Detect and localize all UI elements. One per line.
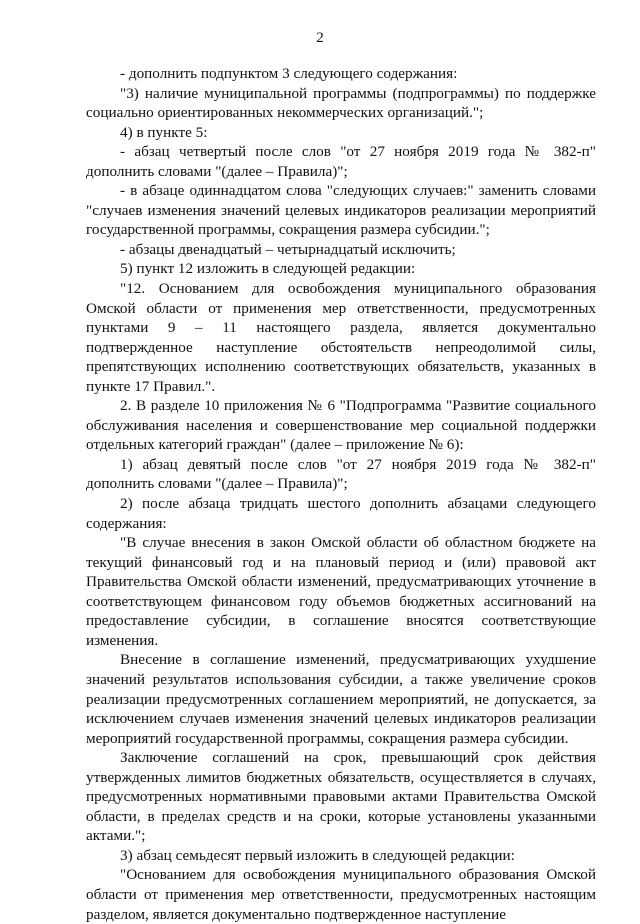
paragraph: - абзац четвертый после слов "от 27 ноября 2019 года № 382-п" дополнить словами "(далее – Правила)"; (86, 143, 596, 180)
paragraph: - дополнить подпунктом 3 следующего содержания: (120, 65, 458, 82)
paragraph: - абзацы двенадцатый – четырнадцатый исключить; (120, 240, 456, 258)
paragraph: Заключение соглашений на срок, превышающий срок действия утвержденных лимитов бюджетных обязательств, осуществляется в случаях, предусмотренных нормативными правовыми актами Правительства Омской области, в пределах средств и на сроки, которые установлены указанными актами."; (86, 749, 596, 845)
document-body (86, 64, 596, 924)
paragraph: "Основанием для освобождения муниципального образования Омской области от применения мер ответственности, предусмотренных настоящим разделом, является документально подтвержденное наступление (86, 866, 596, 923)
paragraph: "В случае внесения в закон Омской области об областном бюджете на текущий финансовый год и на плановый период и (или) правовой акт Правительства Омской области изменений, предусматривающих уточнение в соответствующем финансовом году объемов бюджетных ассигнований на предоставление субсидии, в соглашение вносятся соответствующие изменения. (86, 534, 596, 649)
paragraph: 1) абзац девятый после слов "от 27 ноября 2019 года № 382-п" дополнить словами "(далее – Правила)"; (86, 455, 596, 493)
paragraph: "12. Основанием для освобождения муниципального образования Омской области от применения мер ответственности, предусмотренных пунктами 9 – 11 настоящего раздела, является документально подтвержденное наступление обстоятельств непреодолимой силы, препятствующих исполнению соответствующих обязательств, указанных в пункте 17 Правил.". (86, 280, 596, 395)
paragraph: "3) наличие муниципальной программы (подпрограммы) по поддержке социально ориентированных некоммерческих организаций."; (86, 84, 596, 122)
paragraph: - в абзаце одиннадцатом слова "следующих случаев:" заменить словами "случаев изменения значений целевых индикаторов реализации мероприятий государственной программы, сокращения размера субсидии."; (86, 182, 596, 239)
page-number: 2 (316, 30, 324, 46)
paragraph: 5) пункт 12 изложить в следующей редакции: (120, 260, 416, 278)
paragraph: 4) в пункте 5: (120, 123, 208, 141)
paragraph: 2) после абзаца тридцать шестого дополнить абзацами следующего содержания: (86, 495, 596, 532)
paragraph: 2. В разделе 10 приложения № 6 "Подпрограмма "Развитие социального обслуживания населения и совершенствование мер социальной поддержки отдельных категорий граждан" (далее – приложение № 6): (86, 397, 596, 454)
paragraph: Внесение в соглашение изменений, предусматривающих ухудшение значений результатов использования субсидии, а также увеличение сроков реализации предусмотренных соглашением мероприятий, не допускается, за исключением случаев изменения значений целевых индикаторов реализации мероприятий государственной программы, сокращения размера субсидии. (86, 651, 596, 747)
paragraph: 3) абзац семьдесят первый изложить в следующей редакции: (120, 846, 515, 864)
